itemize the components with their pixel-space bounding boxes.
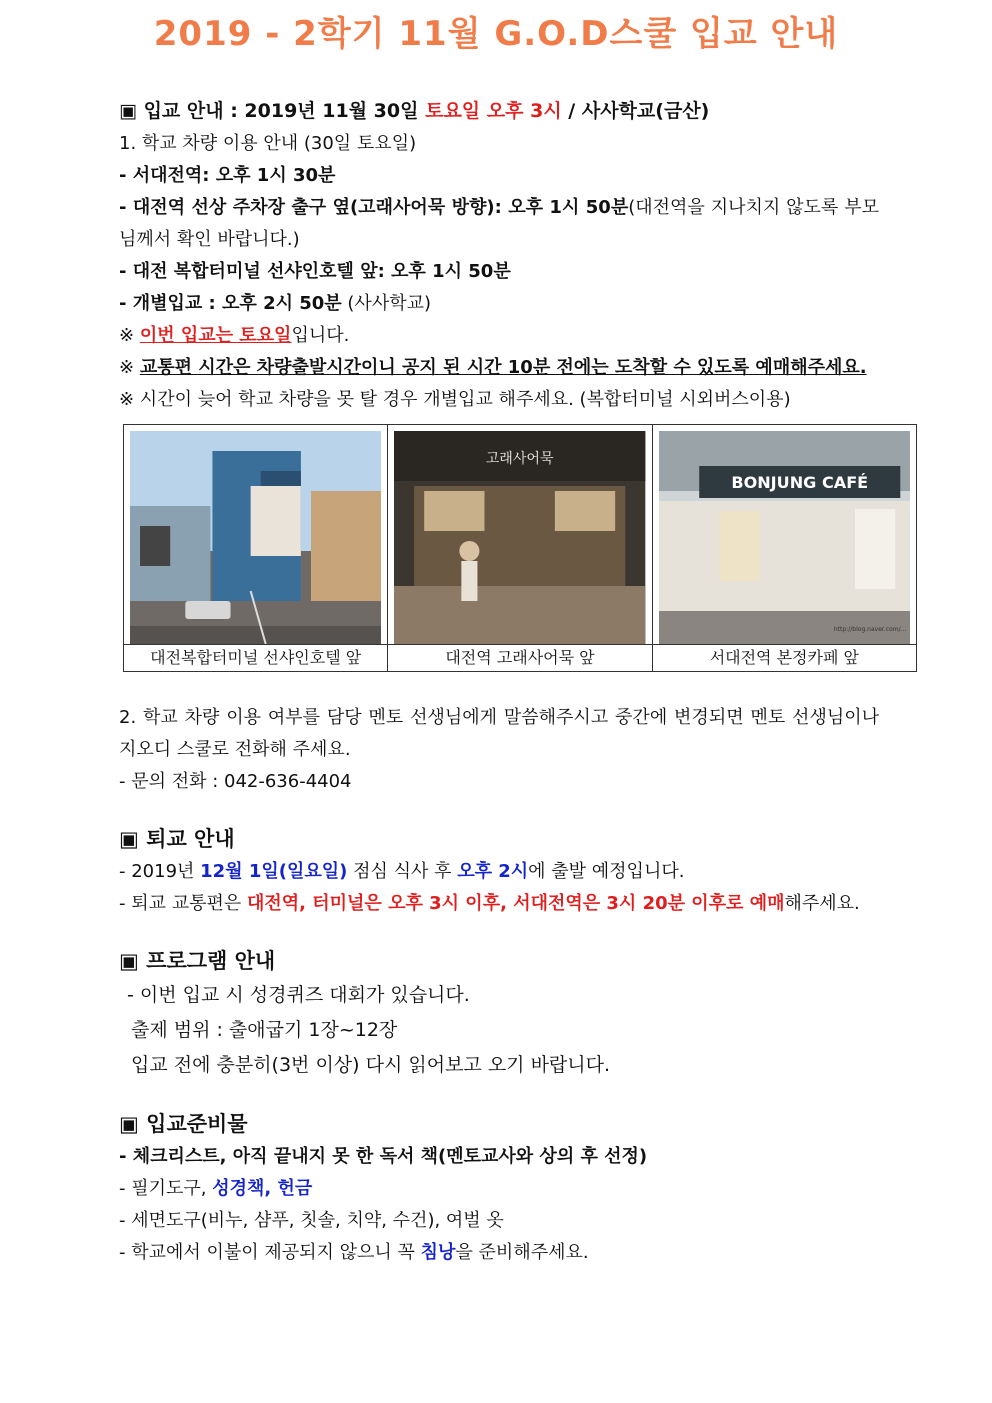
program-quiz: - 이번 입교 시 성경퀴즈 대회가 있습니다. — [127, 984, 470, 1006]
individual-entry — [119, 288, 879, 320]
supplies-stationery — [119, 1173, 879, 1205]
individual-entry-place: (사사학교) — [341, 293, 432, 314]
cafe-sign-text: BONJUNG CAFÉ — [730, 473, 868, 492]
contact-instruction: 2. 학교 차량 이용 여부를 담당 멘토 선생님에게 말씀해주시고 중간에 변경되면 멘토 선생님이나 지오디 스쿨로 전화해 주세요. — [119, 707, 879, 760]
pickup-daejeon-station-time: - 대전역 선상 주차장 출구 옆(고래사어묵 방향): 오후 1시 50분 — [119, 197, 629, 218]
station-shop-photo — [394, 431, 645, 644]
note-saturday-rest: 입니다. — [291, 325, 350, 346]
supplies-emphasis: 침낭 — [420, 1242, 456, 1263]
photo-caption: 서대전역 본정카페 앞 — [652, 645, 916, 672]
note-mark: ※ — [119, 325, 140, 346]
leave-time: 오후 2시 — [457, 861, 529, 882]
supplies-text: - 학교에서 이불이 제공되지 않으니 꼭 — [119, 1242, 421, 1263]
bus-info-line: 1. 학교 차량 이용 안내 (30일 토요일) — [119, 133, 417, 154]
supplies-text: - 필기도구, — [119, 1178, 213, 1199]
shop-sign-text: 고래사어묵 — [486, 451, 554, 467]
program-reading: 입교 전에 충분히(3번 이상) 다시 읽어보고 오기 바랍니다. — [131, 1054, 611, 1076]
pickup-seodaejeon: - 서대전역: 오후 1시 30분 — [119, 165, 336, 186]
leave-text: - 2019년 — [119, 861, 201, 882]
photo-cell-station — [388, 425, 652, 645]
leave-date: 12월 1일(일요일) — [200, 861, 348, 882]
pickup-terminal: - 대전 복합터미널 선샤인호텔 앞: 오후 1시 50분 — [119, 261, 511, 282]
leave-departure — [119, 856, 879, 888]
pickup-daejeon-station — [119, 192, 879, 256]
section-supplies-heading: ▣ 입교준비물 — [119, 1112, 248, 1136]
note-saturday — [119, 320, 879, 352]
terminal-building-photo — [130, 431, 381, 644]
watermark-text: http://blog.naver.com/... — [833, 626, 907, 633]
leave-text: 에 출발 예정입니다. — [528, 861, 685, 882]
section-leave-heading: ▣ 퇴교 안내 — [119, 827, 235, 851]
cafe-photo — [659, 431, 910, 644]
note-mark: ※ — [119, 357, 140, 378]
photo-cell-terminal — [124, 425, 388, 645]
notice-body — [119, 94, 907, 1269]
individual-entry-time: - 개별입교 : 오후 2시 50분 — [119, 293, 342, 314]
pickup-photos-table — [123, 424, 917, 672]
supplies-checklist: - 체크리스트, 아직 끝내지 못 한 독서 책(멘토교사와 상의 후 선정) — [119, 1146, 648, 1167]
photo-caption: 대전복합터미널 선샤인호텔 앞 — [124, 645, 388, 672]
photo-cell-cafe — [652, 425, 916, 645]
note-saturday-emphasis: 이번 입교는 토요일 — [139, 325, 292, 346]
photo-caption: 대전역 고래사어묵 앞 — [388, 645, 652, 672]
entry-heading-suffix: / 사사학교(금산) — [561, 100, 710, 122]
section-entry-heading — [119, 94, 879, 128]
supplies-text: 을 준비해주세요. — [455, 1242, 589, 1263]
leave-transport-text: - 퇴교 교통편은 — [119, 893, 247, 914]
note-late: ※ 시간이 늦어 학교 차량을 못 탈 경우 개별입교 해주세요. (복합터미널 시외버스이용) — [119, 389, 791, 410]
leave-transport — [119, 888, 879, 920]
entry-heading-prefix: ▣ 입교 안내 : 2019년 11월 30일 — [119, 100, 426, 122]
leave-transport-text: 해주세요. — [784, 893, 860, 914]
section-program-heading: ▣ 프로그램 안내 — [119, 949, 276, 973]
note-departure-text: 교통편 시간은 차량출발시간이니 공지 된 시간 10분 전에는 도착할 수 있도록 예매해주세요. — [139, 357, 867, 378]
contact-phone: - 문의 전화 : 042-636-4404 — [119, 771, 352, 792]
entry-heading-date: 토요일 오후 3시 — [425, 100, 562, 122]
supplies-emphasis: 성경책, 헌금 — [212, 1178, 313, 1199]
supplies-sleeping-bag — [119, 1237, 879, 1269]
program-range: 출제 범위 : 출애굽기 1장~12장 — [131, 1019, 398, 1041]
note-departure-time — [119, 352, 879, 384]
supplies-toiletries: - 세면도구(비누, 샴푸, 칫솔, 치약, 수건), 여벌 옷 — [119, 1210, 504, 1231]
pickup-daejeon-station-note: (대전역을 지나치지 않도록 부모님께서 확인 바랍니다.) — [119, 197, 879, 250]
page-title: 2019 - 2학기 11월 G.O.D스쿨 입교 안내 — [153, 14, 839, 54]
leave-text: 점심 식사 후 — [347, 861, 458, 882]
leave-transport-emphasis: 대전역, 터미널은 오후 3시 이후, 서대전역은 3시 20분 이후로 예매 — [247, 893, 785, 914]
